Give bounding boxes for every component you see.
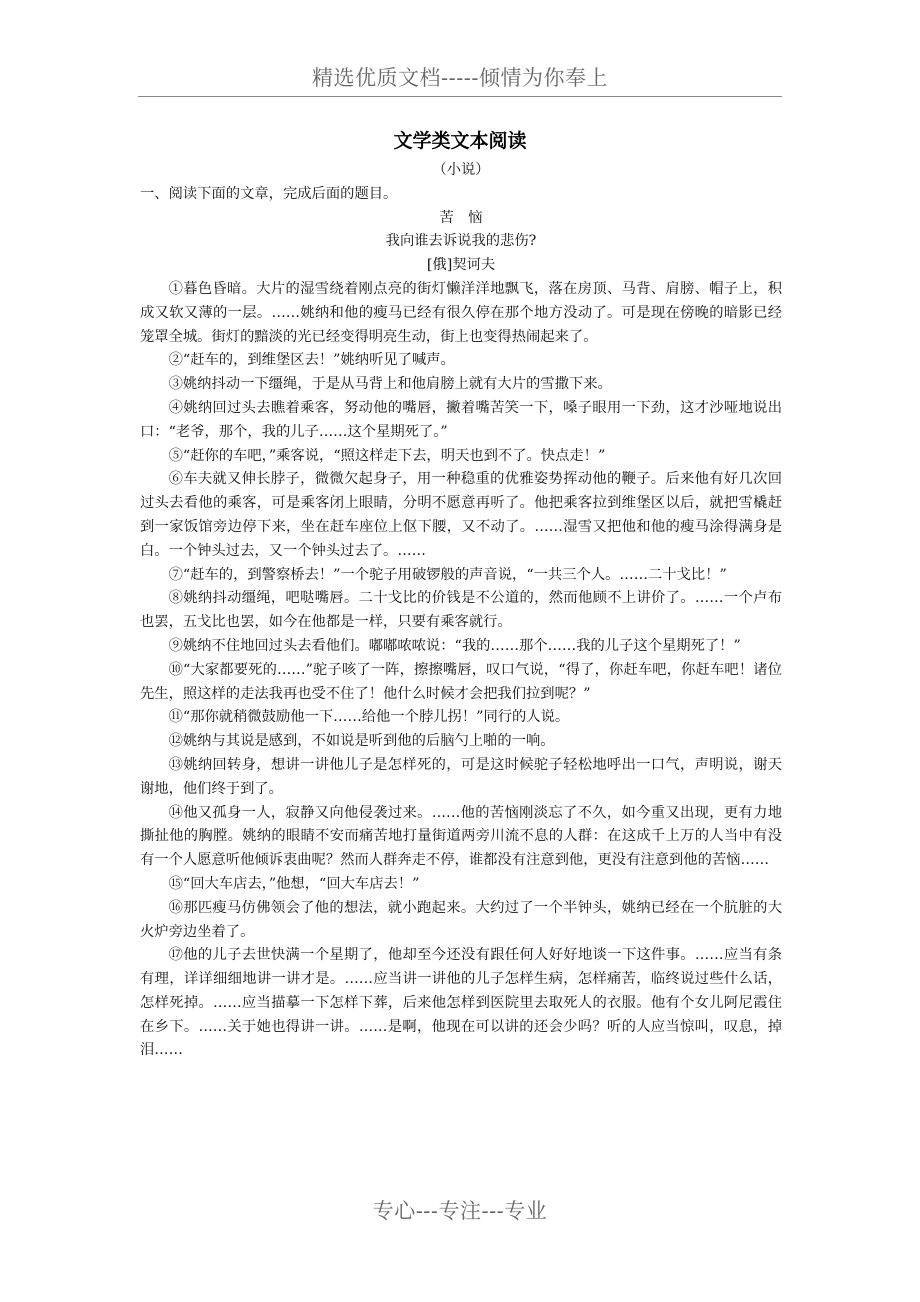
page-footer: 专心---专注---专业 [372,1199,548,1223]
paragraph-7: ⑦“赶车的，到警察桥去！”一个驼子用破锣般的声音说，“一共三个人。……二十戈比！” [168,566,727,583]
paragraph-13: ⑬姚纳回转身，想讲一讲他儿子是怎样死的，可是这时候驼子轻松地呼出一口气，声明说，谢天谢地，他们终于到了。 [140,756,782,797]
genre-label: （小说） [432,162,490,178]
story-author: [俄]契诃夫 [426,257,496,274]
paragraph-12: ⑫姚纳与其说是感到，不如说是听到他的后脑勺上啪的一响。 [168,733,555,750]
paragraph-9: ⑨姚纳不住地回过头去看他们。嘟嘟哝哝说：“我的……那个……我的儿子这个星期死了！” [168,637,741,654]
paragraph-10: ⑩“大家都要死的……”驼子咳了一阵，擦擦嘴唇，叹口气说，“得了，你赶车吧，你赶车吧！诸位先生，照这样的走法我再也受不住了！他什么时候才会把我们拉到呢？” [140,661,782,702]
paragraph-11: ⑪“那你就稍微鼓励他一下……给他一个脖儿拐！”同行的人说。 [168,709,570,726]
story-paragraphs [140,278,782,1063]
header-divider [138,96,782,97]
paragraph-3: ③姚纳抖动一下缰绳，于是从马背上和他肩膀上就有大片的雪撒下来。 [168,376,612,393]
paragraph-2: ②“赶车的，到维堡区去！”姚纳听见了喊声。 [168,352,455,369]
story-subtitle: 我向谁去诉说我的悲伤? [385,233,537,250]
paragraph-15: ⑮“回大车店去，”他想，“回大车店去！” [168,875,420,892]
instruction-text: 一、阅读下面的文章，完成后面的题目。 [140,185,398,202]
paragraph-8: ⑧姚纳抖动缰绳，吧哒嘴唇。二十戈比的价钱是不公道的，然而他顾不上讲价了。……一个卢布也罢，五戈比也罢，如今在他都是一样，只要有乘客就行。 [140,590,782,631]
story-title: 苦 恼 [439,209,483,226]
page-header: 精选优质文档-----倾情为你奉上 [312,66,608,90]
document-body [140,159,782,1063]
paragraph-14: ⑭他又孤身一人，寂静又向他侵袭过来。……他的苦恼刚淡忘了不久，如今重又出现，更有力地撕扯他的胸膛。姚纳的眼睛不安而痛苦地打量街道两旁川流不息的人群：在这成千上万的人当中有没有一个人愿意听他倾诉衷曲呢？然而人群奔走不停，谁都没有注意到他，更没有注意到他的苦恼…… [140,804,782,869]
paragraph-1: ①暮色昏暗。大片的湿雪绕着刚点亮的街灯懒洋洋地飘飞，落在房顶、马背、肩膀、帽子上，积成又软又薄的一层。……姚纳和他的瘦马已经有很久停在那个地方没动了。可是现在傍晚的暗影已经笼罩全城。街灯的黯淡的光已经变得明亮生动，街上也变得热闹起来了。 [140,280,782,345]
paragraph-17: ⑰他的儿子去世快满一个星期了，他却至今还没有跟任何人好好地谈一下这件事。……应当有条有理，详详细细地讲一讲才是。……应当讲一讲他的儿子怎样生病，怎样痛苦，临终说过些什么话，怎样死掉。……应当描摹一下怎样下葬，后来他怎样到医院里去取死人的衣服。他有个女儿阿尼霞住在乡下。……关于她也得讲一讲。……是啊，他现在可以讲的还会少吗？听的人应当惊叫，叹息，掉泪…… [140,947,782,1059]
paragraph-4: ④姚纳回过头去瞧着乘客，努动他的嘴唇，撇着嘴苦笑一下，嗓子眼用一下劲，这才沙哑地说出口：“老爷，那个，我的儿子……这个星期死了。” [140,399,782,440]
paragraph-16: ⑯那匹瘦马仿佛领会了他的想法，就小跑起来。大约过了一个半钟头，姚纳已经在一个肮脏的大火炉旁边坐着了。 [140,899,782,940]
paragraph-6: ⑥车夫就又伸长脖子，微微欠起身子，用一种稳重的优雅姿势挥动他的鞭子。后来他有好几次回过头去看他的乘客，可是乘客闭上眼睛，分明不愿意再听了。他把乘客拉到维堡区以后，就把雪橇赶到一家饭馆旁边停下来，坐在赶车座位上伛下腰，又不动了。……湿雪又把他和他的瘦马涂得满身是白。一个钟头过去，又一个钟头过去了。…… [140,471,782,559]
document-title: 文学类文本阅读 [393,130,527,152]
paragraph-5: ⑤“赶你的车吧，”乘客说，“照这样走下去，明天也到不了。快点走！” [168,447,606,464]
